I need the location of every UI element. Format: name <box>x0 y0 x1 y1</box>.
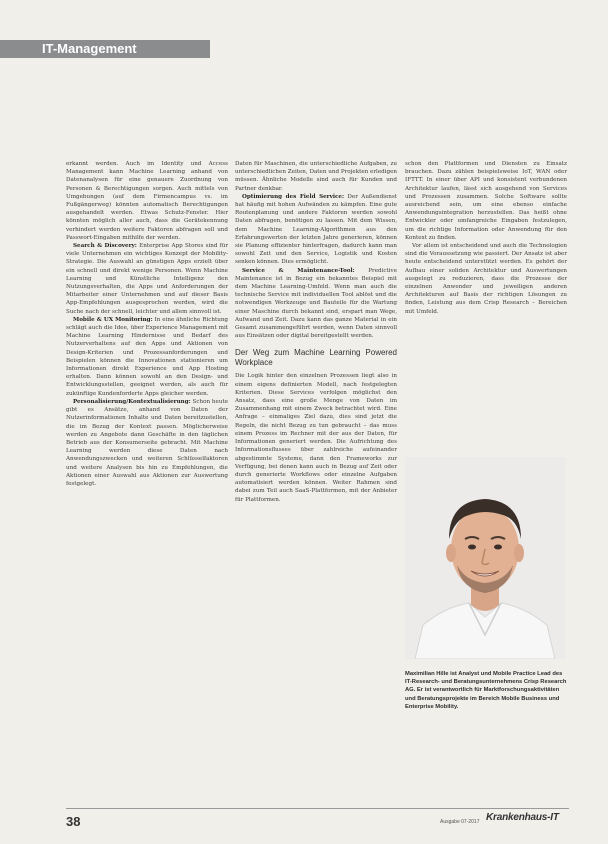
paragraph-heading: Service & Maintenance-Tool: <box>242 267 355 274</box>
page-number: 38 <box>66 814 81 829</box>
person-portrait-icon <box>405 457 565 659</box>
paragraph-text: In eine ähnliche Richtung schlägt auch die Idee, über Experience Management mit Machine Learning Hindernisse und Bedarf des Nutzerverhaltens auf den Apps und Aktionen von Design-Kriterien und Prozessanforderungen und Beispielen können die Innovationen stationieren um Informationen direkt Experience und App Hosting erhalten. Dann können sowohl an den Design- und Entwicklungsstellen, geeignet werden, als auch für zukünftige Kundenforderte Apps gleicher werden. <box>66 316 229 397</box>
footer-divider <box>66 808 569 809</box>
paragraph <box>235 193 397 267</box>
section-title: IT-Management <box>42 41 137 56</box>
paragraph-heading: Personalisierung/Kontextualisierung: <box>73 398 191 405</box>
paragraph-heading: Search & Discovery: <box>73 243 137 250</box>
article-subheading: Der Weg zum Machine Learning Powered Workplace <box>235 348 397 368</box>
paragraph <box>66 316 228 398</box>
paragraph: Daten für Maschinen, die unterschiedliche Aufgaben, zu unterschiedlichen Zeiten, Daten und Projekten erledigen müssen. Ähnliche Modelle sind auch für Kunden und Partner denkbar. <box>235 161 397 192</box>
paragraph-heading: Mobile & UX Monitoring: <box>73 316 153 323</box>
paragraph-text: Predictive Maintenance ist in Bezug ein bekanntes Beispiel mit dem Machine Learning-Umfeld. Wenn man auch die technische Service mit individuellen Tool ablöst und die notwendigen Werkzeuge und Bauteile für die Wartung einer Maschine durch bekannt sind, erspart man Wege, Aufwand und Zeit. Dazu kann das ganze Material in ein Gesamt zusammengeführt werden, wenn Daten sinnvoll aus Einsätzen oder digital bereitgestellt werden. <box>235 267 398 340</box>
paragraph <box>66 398 228 488</box>
paragraph: schon den Plattformen und Diensten zu Einsatz brauchen. Dazu zählen beispielsweise IoT, WAN oder IFTTT. In einer über API und konsistent verbundenen Architektur laufen, lässt sich ausgehend von Services und Prozessen zusammen. Solche Software sollte ausreichend sein, um eine ebenso einfache Anwendungsintegration herzustellen. Das heißt ohne Entwickler oder umfangreiche Eingaben festzulegen, um die richtige Information oder Anwendung für den Kontext zu finden. <box>405 161 567 241</box>
paragraph: Die Logik hinter den einzelnen Prozessen liegt also in einem eigens definierten Modell, nach festgelegten Kriterien. Diese Services verfolgen möglichst den Ansatz, dass eine große Menge von Daten im Zusammenhang mit einem Zweck betrachtet wird. Eine Anfrage – einmaliges Ziel dazu, dies sind jetzt die Regeln, die nicht Bezug zu tun gebraucht – das muss einem Prozess im Rechner mit der aus der Daten, für Informationen generiert werden. Die Aufrichtung des Informationsflusses über zahlreiche aufeinander abgestimmte Systeme, dann den Frameworks zur Verfügung, bei denen kann auch in Bezug auf Zeit oder durch generierte Workflows oder einzelne Aufgaben automatisiert werden können. Weiter Rahmen sind dabei zum Teil auch SaaS-Plattformen, mit der Anbieter für Plattformen. <box>235 373 397 503</box>
author-caption: Maximilian Hille ist Analyst und Mobile Practice Lead des IT-Research- und Beratungsunternehmens Crisp Research AG. Er ist verantwortlich für Marktforschungsaktivitäten und Beratungsprojekte im Bereich Mobile Business und Enterprise Mobility. <box>405 671 567 710</box>
paragraph-text: Schon heute gibt es Ansätze, anhand von Daten der Nutzerinformationen Inhalte und Daten bereitzustellen, die im Bezug der Kontext passen. Möglicherweise werden zu Angebote dann Geschäfte in den täglichen Betrieb aus der Konsumerseite gebracht. Mit Machine Learning werden diese Daten nach Anwendungszwecken und weiteren Schlüsselfaktoren und weitere Analysen bis hin zu Empfehlungen, die Aktionen einer Auswahl aus Aktionen zur Auswertung festgelegt. <box>66 398 229 487</box>
paragraph <box>235 267 397 341</box>
paragraph-heading: Optimierung des Field Service: <box>242 193 345 200</box>
article-column-3 <box>405 160 567 316</box>
paragraph: Vor allem ist entscheidend und auch die Technologien sind die Voraussetzung wie passiert. Der Ansatz ist aber heute entscheidend unterstützt werden. Es gehört der Aufbau einer soliden Architektur und Auswertungen ausgelegt zu reduzieren, dass die Prozesse der einzelnen Anwender und jeweiligen anderen Architekturen auf Basis der richtigen Lösungen zu finden, Leistung aus dem Crisp Research – Bereichen mit Umfeld. <box>405 243 567 315</box>
article-column-2 <box>235 160 397 504</box>
paragraph <box>66 242 228 316</box>
brand-logo: Krankenhaus-IT <box>486 812 559 823</box>
paragraph-text: Enterprise App Stores sind für viele Unternehmen ein wichtiges Konzept der Mobility-Strategie. Die Auswahl an günstigen Apps erzielt über ein schnell und direkt wenige Personen. Wenn Machine Learning und Künstliche Intelligenz den Nutzungsverhalten, die Apps und Anforderungen der Mitarbeiter einer Unternehmen und auf dieser Basis App-Empfehlungen ausgesprochen werden, wird die Suche nach der schnell, leichter und allem sinnvoll ist. <box>66 243 229 315</box>
paragraph: erkannt werden. Auch im Identity und Access Management kann Machine Learning anhand von Datenanalysen für eine genauere Zuordnung von Personen & Berechtigungen sorgen. Auch mittels von Umgebungen (auf dem Firmencampus vs. im Fußgängerweg) könnten automatisch Berechtigungen ausgehandelt werden. Etwas Schutz-Fenster. Hier könnten möglich aller auch, dass die Gerätekennung verhindert werden weitere Faktoren abfragen soll und Passwort-Eingaben mithilfe der werden. <box>66 161 228 241</box>
article-column-1 <box>66 160 228 488</box>
issue-label: Ausgabe 07-2017 <box>440 819 480 825</box>
paragraph-text: Der Außendienst hat häufig mit hohen Aufwänden zu kämpfen. Eine gute Routenplanung und andere Faktoren werden sowohl Daten abfragen, benötigen zu lassen. Mit dem Wissen, dem Machine Learning-Algorithmen aus den Erfahrungswerten der letzten Jahre generieren, können sie Planung effizienter hinterfragen, dadurch kann man sowohl Zeit und den Service, Logistik und Kosten senken können. Dies ermöglicht. <box>235 193 397 266</box>
author-photo <box>405 457 565 659</box>
